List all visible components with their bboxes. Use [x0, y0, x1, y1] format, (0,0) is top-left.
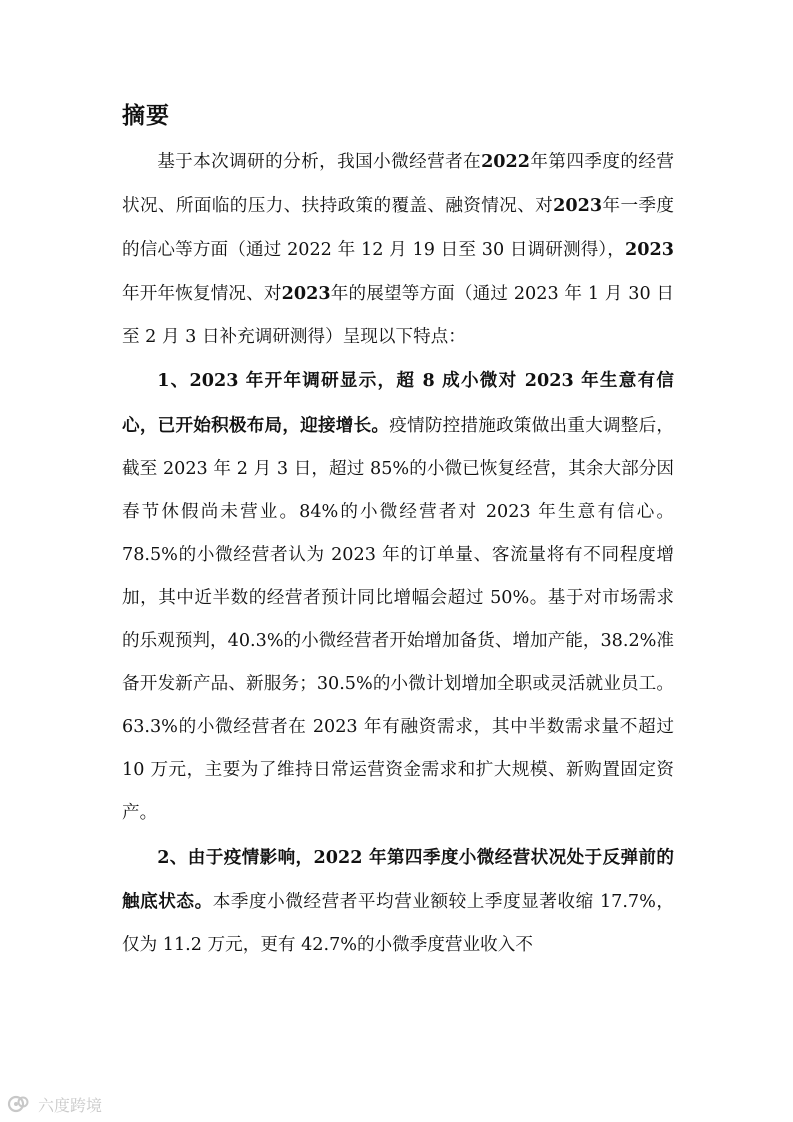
text-segment-bold: 2023 — [553, 195, 603, 217]
text-segment: 年开年恢复情况、对 — [122, 284, 282, 305]
body-text — [122, 140, 674, 967]
paragraph-intro — [122, 140, 674, 359]
page-title: 摘要 — [122, 102, 170, 129]
text-segment: 年的展望等方面（通过 2023 年 1 月 30 日至 2 月 3 日补充调研测得）呈现以下特点： — [122, 284, 674, 348]
text-segment-bold: 2023 — [625, 239, 674, 261]
point-1-lead: 1、2023 年开年调研显示，超 8 成小微对 2023 年生意有信心，已开始积极布局，迎接增长。 — [122, 370, 674, 436]
point-2-body: 本季度小微经营者平均营业额较上季度显著收缩 17.7%，仅为 11.2 万元，更有 42.7%的小微季度营业收入不 — [122, 891, 674, 955]
point-2-lead: 2、由于疫情影响，2022 年第四季度小微经营状况处于反弹前的触底状态。 — [122, 846, 674, 912]
text-segment-bold: 2022 — [481, 151, 531, 172]
watermark-text: 六度跨境 — [38, 1095, 103, 1115]
brand-logo-icon — [6, 1094, 32, 1114]
text-segment-bold: 2023 — [281, 283, 331, 305]
text-segment: 年第四季度的经营状况、所面临的压力、扶持政策的覆盖、融资情况、对 — [122, 152, 674, 217]
text-segment: 年一季度的信心等方面（通过 2022 年 12 月 19 日至 30 日调研测得）， — [122, 196, 674, 261]
point-1-body: 疫情防控措施政策做出重大调整后，截至 2023 年 2 月 3 日，超过 85%的小微已恢复经营，其余大部分因春节休假尚未营业。84%的小微经营者对 2023 年生意有信心。78.5%的小微经营者认为 2023 年的订单量、客流量将有不同程度增加，其中近半数的经营者预计同比增幅会超过 50%。基于对市场需求的乐观预判，40.3%的小微经营者开始增加备货、增加产能，38.2%准备开发新产品、新服务；30.5%的小微计划增加全职或灵活就业员工。63.3%的小微经营者在 2023 年有融资需求，其中半数需求量不超过 10 万元，主要为了维持日常运营资金需求和扩大规模、新购置固定资产。 — [122, 415, 674, 824]
paragraph-point-2 — [122, 836, 674, 967]
text-segment: 基于本次调研的分析，我国小微经营者在 — [157, 152, 482, 172]
paragraph-point-1 — [122, 359, 674, 835]
watermark — [6, 1092, 102, 1116]
